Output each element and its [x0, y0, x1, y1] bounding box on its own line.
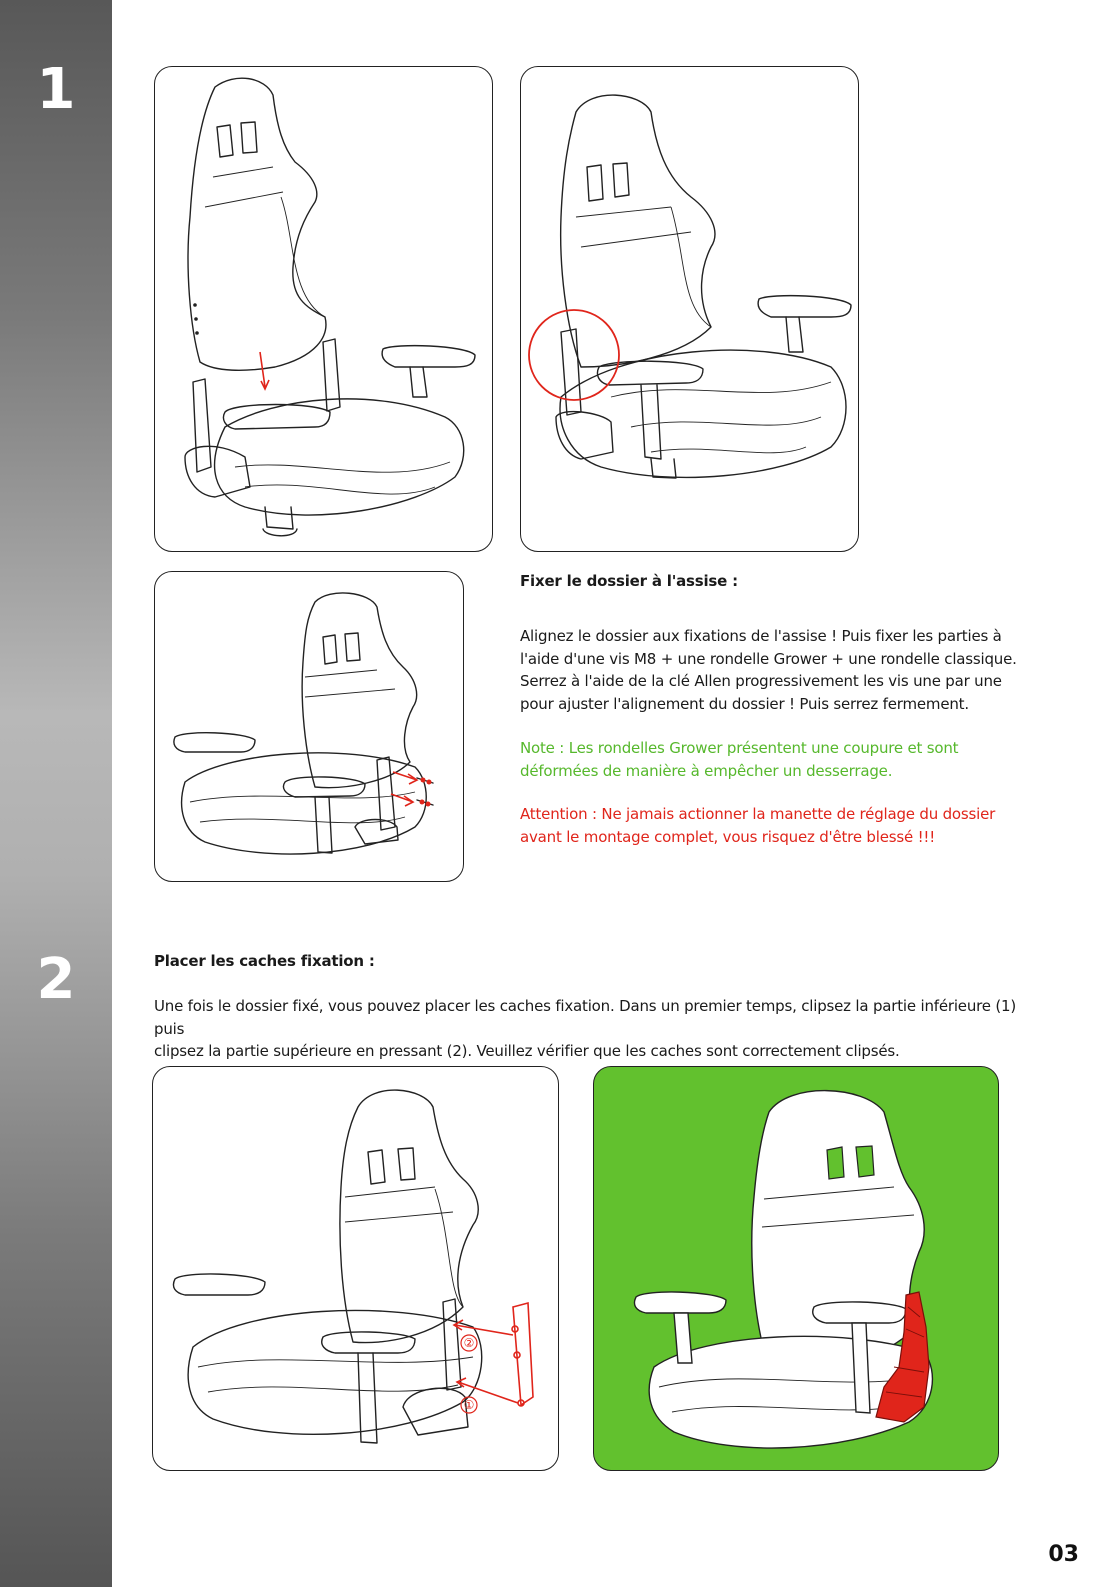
step-number-1: 1	[36, 57, 76, 122]
illustration-screws	[154, 571, 464, 882]
step-sidebar	[0, 0, 112, 1587]
illustration-backrest-lowering	[154, 66, 493, 552]
warning-line: avant le montage complet, vous risquez d'être blessé !!!	[520, 827, 936, 846]
section2-heading: Placer les caches fixation :	[154, 952, 375, 970]
section2-body	[154, 995, 1034, 1063]
callout-2: ②	[463, 1336, 475, 1350]
callout-1: ①	[463, 1398, 475, 1412]
step-number-2: 2	[36, 947, 76, 1012]
warning-line: Attention : Ne jamais actionner la manette de réglage du dossier	[520, 805, 996, 823]
section1-warning	[520, 803, 995, 848]
section2-body-line: Une fois le dossier fixé, vous pouvez placer les caches fixation. Dans un premier temps, clipsez la partie inférieure (1) puis	[154, 997, 1017, 1038]
section1-body-line: Serrez à l'aide de la clé Allen progressivement les vis une par une	[520, 672, 1002, 690]
section2-body-line: clipsez la partie supérieure en pressant (2). Veuillez vérifier que les caches sont correctement clipsés.	[154, 1042, 900, 1060]
illustration-cover-installed	[593, 1066, 999, 1471]
note-line: déformées de manière à empêcher un desserrage.	[520, 761, 893, 780]
section1-note	[520, 737, 958, 782]
section1-body	[520, 625, 1017, 715]
note-line: Note : Les rondelles Grower présentent une coupure et sont	[520, 739, 959, 757]
section1-heading: Fixer le dossier à l'assise :	[520, 572, 738, 590]
illustration-cover-clipping	[152, 1066, 559, 1471]
page-number: 03	[1048, 1542, 1079, 1567]
illustration-backrest-attached	[520, 66, 859, 552]
section1-body-line: l'aide d'une vis M8 + une rondelle Grower + une rondelle classique.	[520, 649, 1017, 668]
section1-body-line: pour ajuster l'alignement du dossier ! Puis serrez fermement.	[520, 694, 969, 713]
section1-body-line: Alignez le dossier aux fixations de l'assise ! Puis fixer les parties à	[520, 627, 1002, 645]
